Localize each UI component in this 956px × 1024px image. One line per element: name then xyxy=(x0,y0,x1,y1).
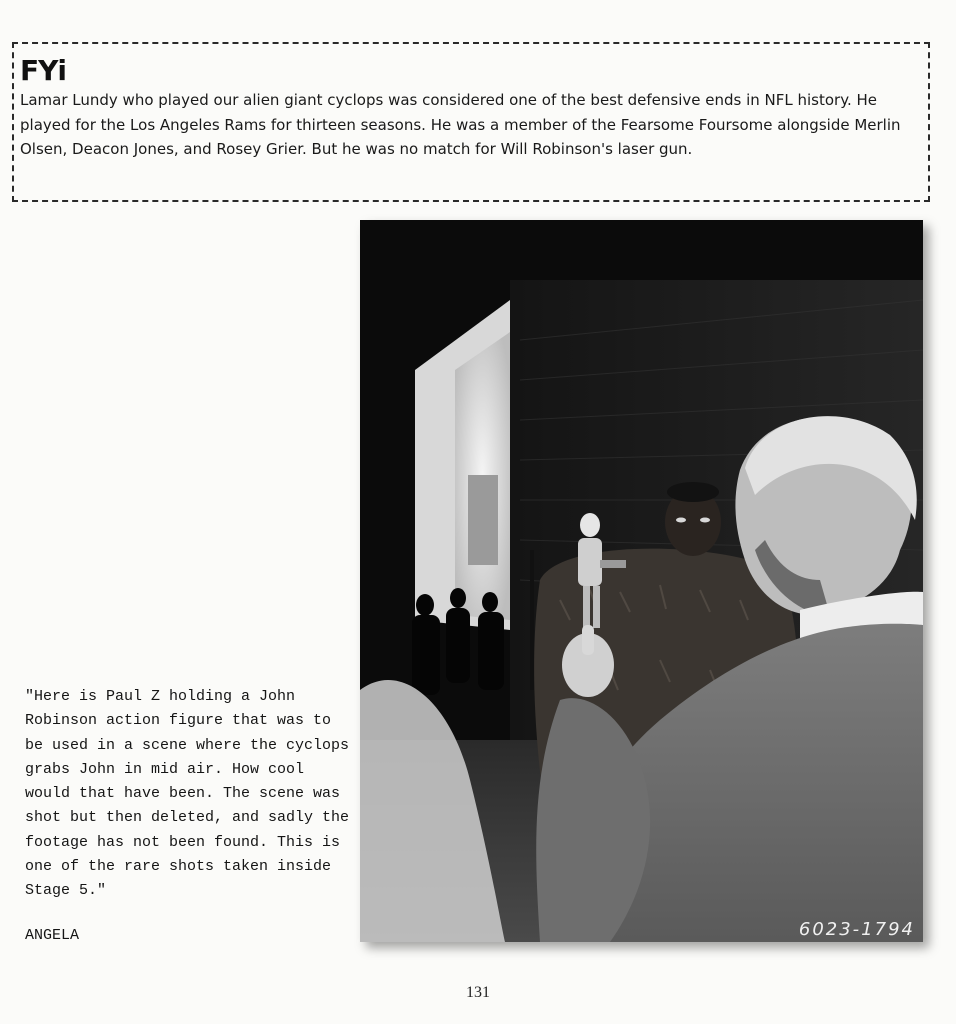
photo-illustration xyxy=(360,220,923,942)
fyi-box xyxy=(12,42,930,202)
page-number: 131 xyxy=(466,984,490,1001)
caption-author: ANGELA xyxy=(25,927,80,944)
photo-caption: "Here is Paul Z holding a John Robinson action figure that was to be used in a scene where the cyclops grabs John in mid air. How cool would that have been. The scene was shot but then deleted, and sadly the footage has not been found. This is one of the rare shots taken inside Stage 5." xyxy=(25,688,350,900)
behind-the-scenes-photo xyxy=(360,220,923,942)
photo-code: 6023-1794 xyxy=(798,919,915,940)
fyi-text: Lamar Lundy who played our alien giant cyclops was considered one of the best defensive ends in NFL history. He played for the Los Angeles Rams for thirteen seasons. He was a member of the Fearsome Foursome alongside Merlin Olsen, Deacon Jones, and Rosey Grier. But he was no match for Will Robinson's laser gun. xyxy=(20,91,901,158)
fyi-title: FYi xyxy=(20,54,66,87)
